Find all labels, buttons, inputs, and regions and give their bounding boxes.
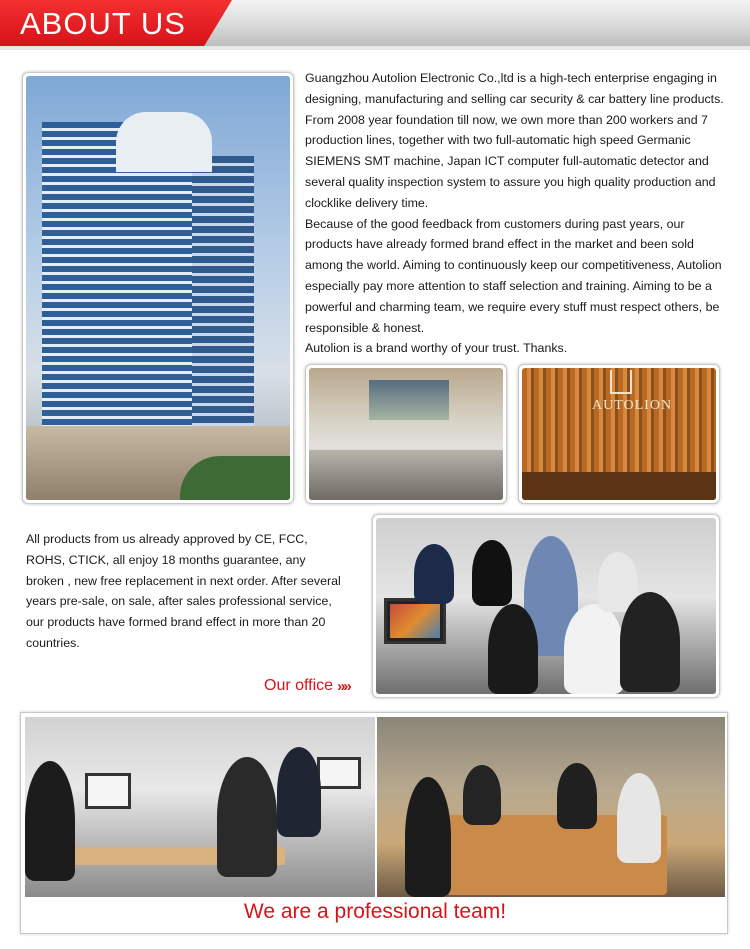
page-title: ABOUT US — [20, 6, 186, 41]
header-banner — [0, 0, 750, 52]
intro-paragraph-1: Guangzhou Autolion Electronic Co.,ltd is a high-tech enterprise engaging in designing, manufacturing and selling car security & car battery line products. From 2008 year foundation till now, we own more than 200 workers and 7 production lines, together with two full-automatic high speed Germanic SIEMENS SMT machine, Japan ICT computer full-automatic detector and several quality inspection system to assure you high quality production and clocklike delivery time. — [305, 71, 724, 210]
our-office-link[interactable] — [264, 677, 350, 695]
banner-divider — [0, 46, 750, 50]
office-photo-2 — [377, 717, 725, 897]
lobby-photo — [305, 364, 507, 504]
intro-paragraph-3: Autolion is a brand worthy of your trust. Thanks. — [305, 341, 568, 356]
reception-wall-photo — [518, 364, 720, 504]
wall-brand-logo: AUTOLION — [592, 398, 673, 413]
our-office-label: Our office — [264, 677, 334, 694]
team-photo — [372, 514, 720, 698]
products-description: All products from us already approved by CE, FCC, ROHS, CTICK, all enjoy 18 months guarantee, any broken , new free replacement in next order. After several years pre-sale, on sale, after sales professional service, our products have formed brand effect in more than 20 countries. — [26, 532, 341, 650]
team-caption: We are a professional team! — [243, 900, 507, 923]
double-chevron-right-icon: »» — [337, 677, 350, 695]
building-photo — [22, 72, 294, 504]
intro-paragraph-2: Because of the good feedback from customers during past years, our products have already formed brand effect in the market and been sold among the world. Aiming to continuously keep our competitiveness, Autolion especially pay more attention to staff selection and training. Aiming to be a powerful and charming team, we require every stuff must respect others, be responsible & honest. — [305, 216, 722, 335]
office-photo-1 — [25, 717, 375, 897]
logo-mark — [610, 370, 632, 394]
company-intro — [305, 68, 735, 359]
